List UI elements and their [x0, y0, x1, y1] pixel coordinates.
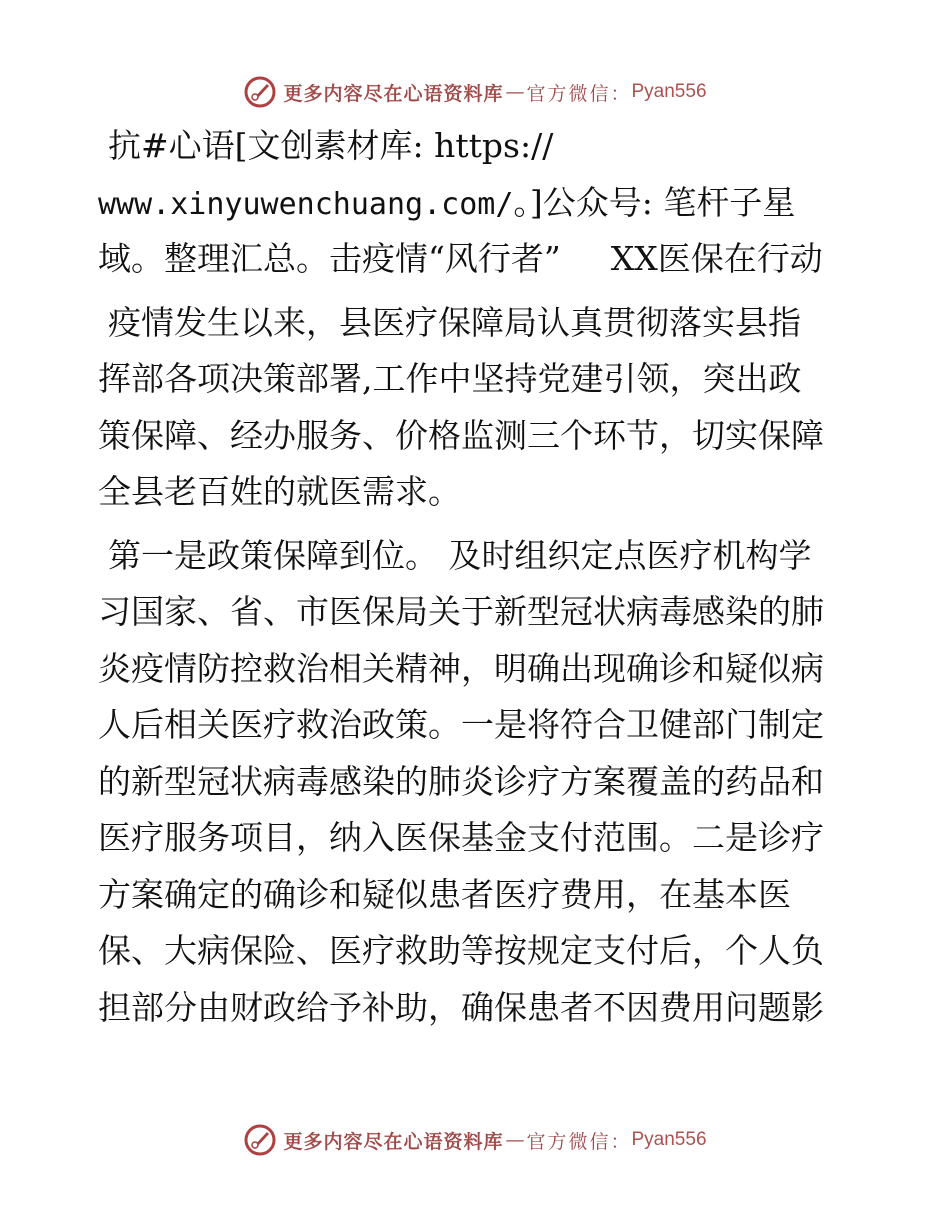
paragraph-line: 方案确定的确诊和疑似患者医疗费用，在基本医: [98, 874, 791, 914]
paragraph-line: 策保障、经办服务、价格监测三个环节，切实保障: [98, 415, 824, 455]
paragraph-line: 挥部各项决策部署,工作中坚持党建引领，突出政: [98, 359, 802, 398]
intro-line: [98, 118, 858, 175]
footer-banner: [0, 1120, 950, 1160]
banner-separator: —: [505, 81, 525, 103]
paragraph-line: 炎疫情防控救治相关精神，明确出现确诊和疑似病: [98, 648, 824, 688]
brand-logo-icon: [243, 75, 277, 109]
paragraph-line: 习国家、省、市医保局关于新型冠状病毒感染的肺: [98, 592, 824, 631]
intro-title-text: XX医保在行动: [610, 239, 823, 278]
paragraph-line: 疫情发生以来，县医疗保障局认真贯彻落实县指: [108, 302, 801, 342]
paragraph-line: 保、大病保险、医疗救助等按规定支付后，个人负: [98, 931, 824, 970]
intro-line2-text: 。]公众号: 笔杆子星: [513, 182, 796, 222]
intro-paragraph: [98, 118, 858, 288]
banner-official-label: 官方微信：: [526, 82, 632, 105]
paragraph-2: [98, 528, 858, 1037]
paragraph-line: 的新型冠状病毒感染的肺炎诊疗方案覆盖的药品和: [98, 761, 824, 801]
intro-line: [98, 231, 858, 288]
paragraph-line: 第一是政策保障到位。 及时组织定点医疗机构学: [108, 535, 812, 575]
paragraph-line: 医疗服务项目，纳入医保基金支付范围。二是诊疗: [98, 818, 824, 857]
paragraph-line: 担部分由财政给予补助，确保患者不因费用问题影: [98, 987, 824, 1027]
intro-line3-text: 域。整理汇总。击疫情“风行者”: [98, 239, 561, 278]
banner-official-label: 官方微信：: [526, 1130, 632, 1153]
intro-url-text: www.xinyuwenchuang.com/: [98, 186, 514, 222]
paragraph-line: 人后相关医疗救治政策。一是将符合卫健部门制定: [98, 705, 824, 744]
header-banner: [0, 72, 950, 112]
banner-wechat-id: Pyan556: [631, 1129, 707, 1150]
banner-separator: —: [505, 1129, 525, 1151]
banner-main-text: 更多内容尽在心语资料库: [283, 1130, 504, 1153]
document-body: [98, 118, 858, 1043]
paragraph-1: [98, 295, 858, 521]
intro-line1-text: 抗#心语[文创素材库: https://: [108, 126, 554, 165]
banner-wechat-id: Pyan556: [631, 81, 707, 102]
banner-main-text: 更多内容尽在心语资料库: [283, 82, 504, 105]
brand-logo-icon: [243, 1123, 277, 1157]
intro-line: [98, 175, 858, 232]
paragraph-line: 全县老百姓的就医需求。: [98, 472, 461, 511]
